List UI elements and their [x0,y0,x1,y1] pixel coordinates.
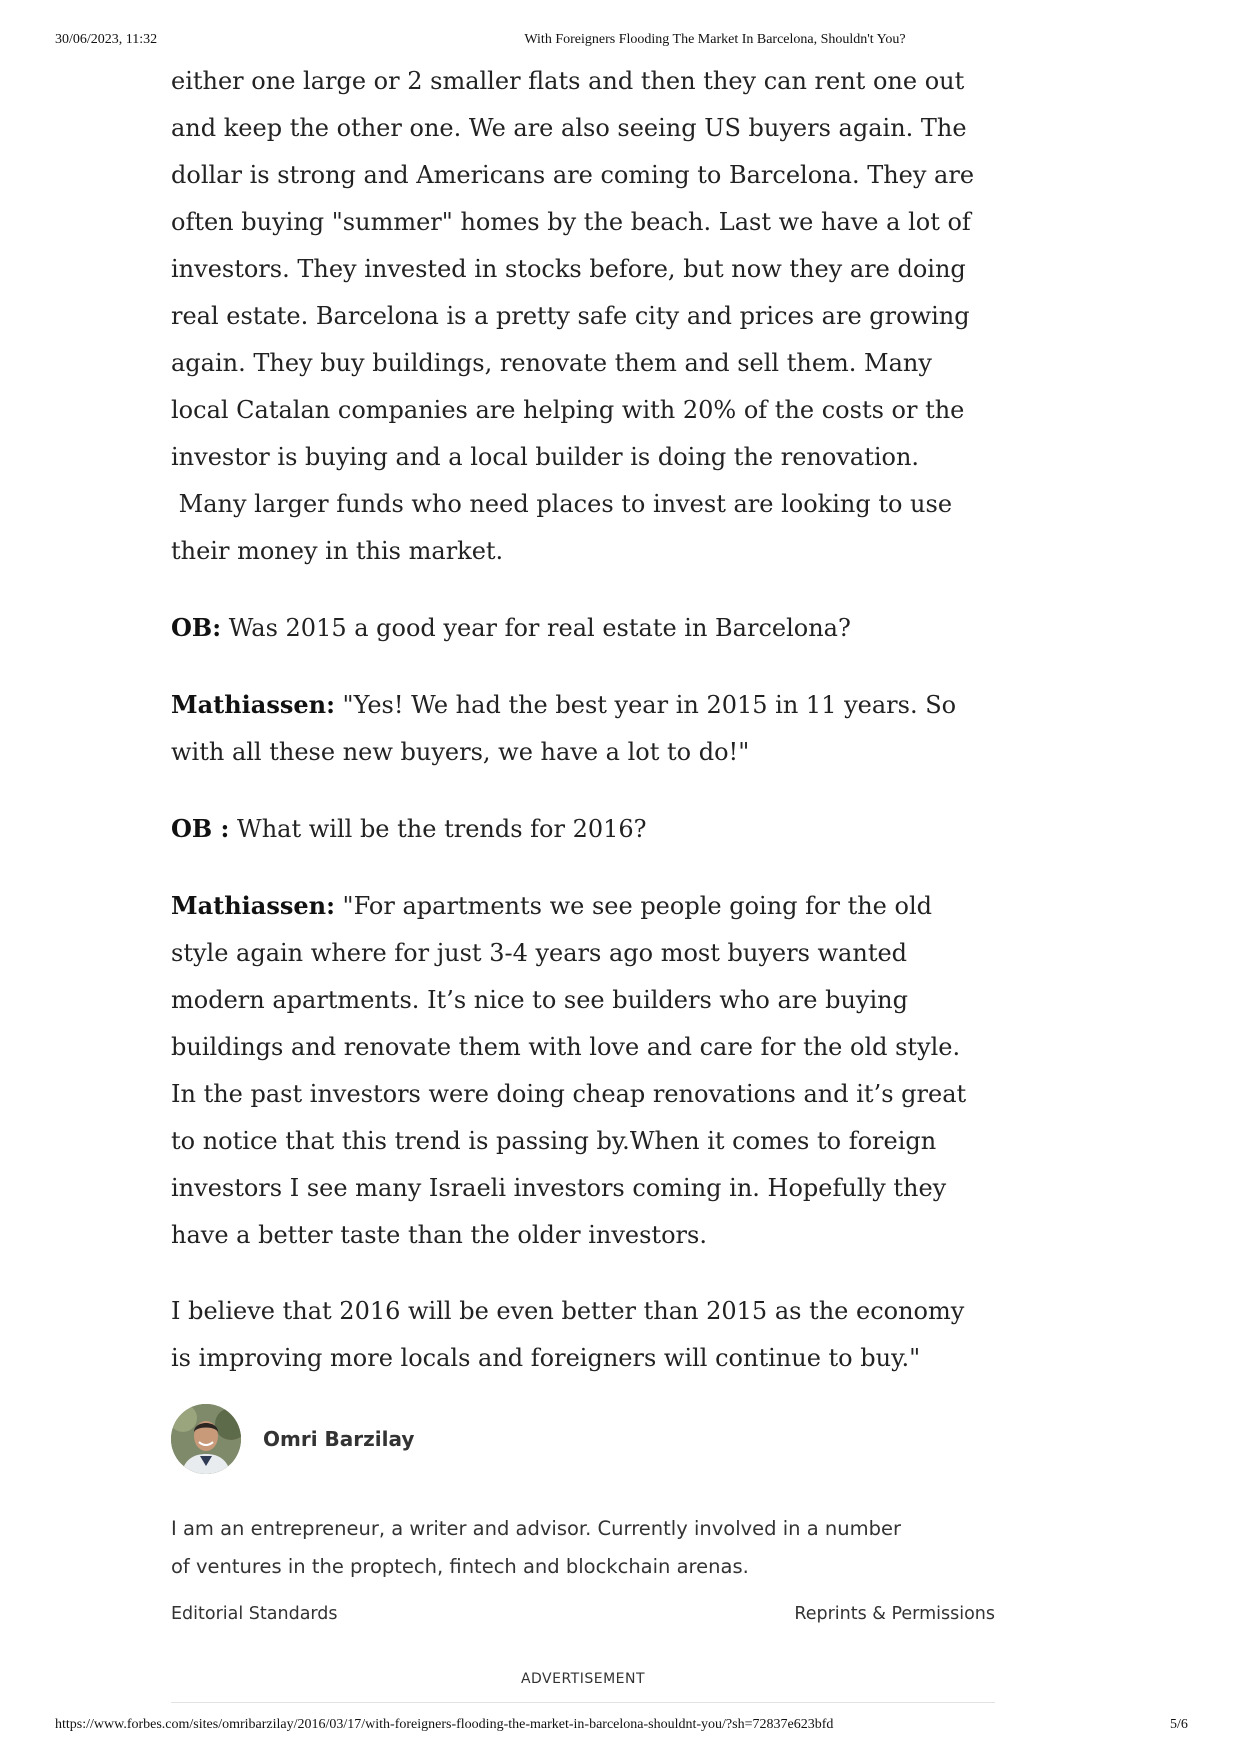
editorial-standards-link[interactable]: Editorial Standards [171,1604,338,1624]
print-header [0,32,1240,52]
answer-line: In the past investors were doing cheap renovations and it’s great [171,1080,967,1108]
paragraph-line: Many larger funds who need places to invest are looking to use [171,490,953,518]
paragraph-line: investor is buying and a local builder is doing the renovation. [171,443,920,471]
answer-text: "Yes! We had the best year in 2015 in 11 years. So [334,691,957,719]
author-bio [171,1510,1001,1586]
article-paragraph [171,1288,1001,1382]
paragraph-line: either one large or 2 smaller flats and then they can rent one out [171,67,965,95]
paragraph-line: again. They buy buildings, renovate them and sell them. Many [171,349,932,377]
answer-line: style again where for just 3-4 years ago most buyers wanted [171,939,908,967]
print-datetime: 30/06/2023, 11:32 [55,32,158,47]
interview-question [171,604,1001,652]
article-paragraph [171,58,1001,575]
print-url: https://www.forbes.com/sites/omribarzilay/2016/03/17/with-foreigners-flooding-the-market-in-barcelona-shouldnt-you/?sh=72837e623bfd [55,1717,834,1732]
author-byline[interactable] [171,1404,414,1474]
answer-line [171,681,1001,729]
paragraph-line: dollar is strong and Americans are coming to Barcelona. They are [171,161,975,189]
answer-line: with all these new buyers, we have a lot to do!" [171,738,750,766]
paragraph-line: and keep the other one. We are also seeing US buyers again. The [171,114,967,142]
print-page-title: With Foreigners Flooding The Market In Barcelona, Shouldn't You? [524,32,906,47]
question-text: Was 2015 a good year for real estate in Barcelona? [221,614,851,642]
speaker-label: OB: [171,613,222,642]
speaker-label: Mathiassen: [171,891,335,920]
interview-question [171,805,1001,853]
bio-line: I am an entrepreneur, a writer and advisor. Currently involved in a number [171,1517,901,1540]
answer-text: "For apartments we see people going for the old [334,892,932,920]
reprints-permissions-link[interactable]: Reprints & Permissions [794,1604,995,1624]
paragraph-line: real estate. Barcelona is a pretty safe city and prices are growing [171,302,970,330]
answer-line: modern apartments. It’s nice to see builders who are buying [171,986,908,1014]
author-photo-icon [171,1404,241,1474]
article-body [171,58,1001,1411]
question-text: What will be the trends for 2016? [229,815,647,843]
paragraph-line: often buying "summer" homes by the beach. Last we have a lot of [171,208,971,236]
answer-line: have a better taste than the older investors. [171,1221,707,1249]
question-line [171,604,1001,652]
answer-line: investors I see many Israeli investors coming in. Hopefully they [171,1174,947,1202]
interview-answer [171,882,1001,1259]
paragraph-line: investors. They invested in stocks before, but now they are doing [171,255,966,283]
interview-answer [171,681,1001,776]
paragraph-line: is improving more locals and foreigners will continue to buy." [171,1344,921,1372]
print-footer [0,1717,1240,1737]
paragraph-line: their money in this market. [171,537,504,565]
paragraph-line: I believe that 2016 will be even better than 2015 as the economy [171,1297,965,1325]
advertisement-divider [171,1702,995,1703]
answer-line: buildings and renovate them with love and care for the old style. [171,1033,961,1061]
answer-line [171,882,1001,930]
speaker-label: Mathiassen: [171,690,335,719]
question-line [171,805,1001,853]
answer-line: to notice that this trend is passing by.When it comes to foreign [171,1127,937,1155]
author-name[interactable]: Omri Barzilay [263,1427,415,1451]
avatar[interactable] [171,1404,241,1474]
paragraph-line: local Catalan companies are helping with 20% of the costs or the [171,396,965,424]
speaker-label: OB : [171,814,230,843]
bio-line: of ventures in the proptech, fintech and blockchain arenas. [171,1555,749,1578]
advertisement-label: ADVERTISEMENT [520,1671,646,1687]
page-number: 5/6 [1170,1717,1188,1732]
